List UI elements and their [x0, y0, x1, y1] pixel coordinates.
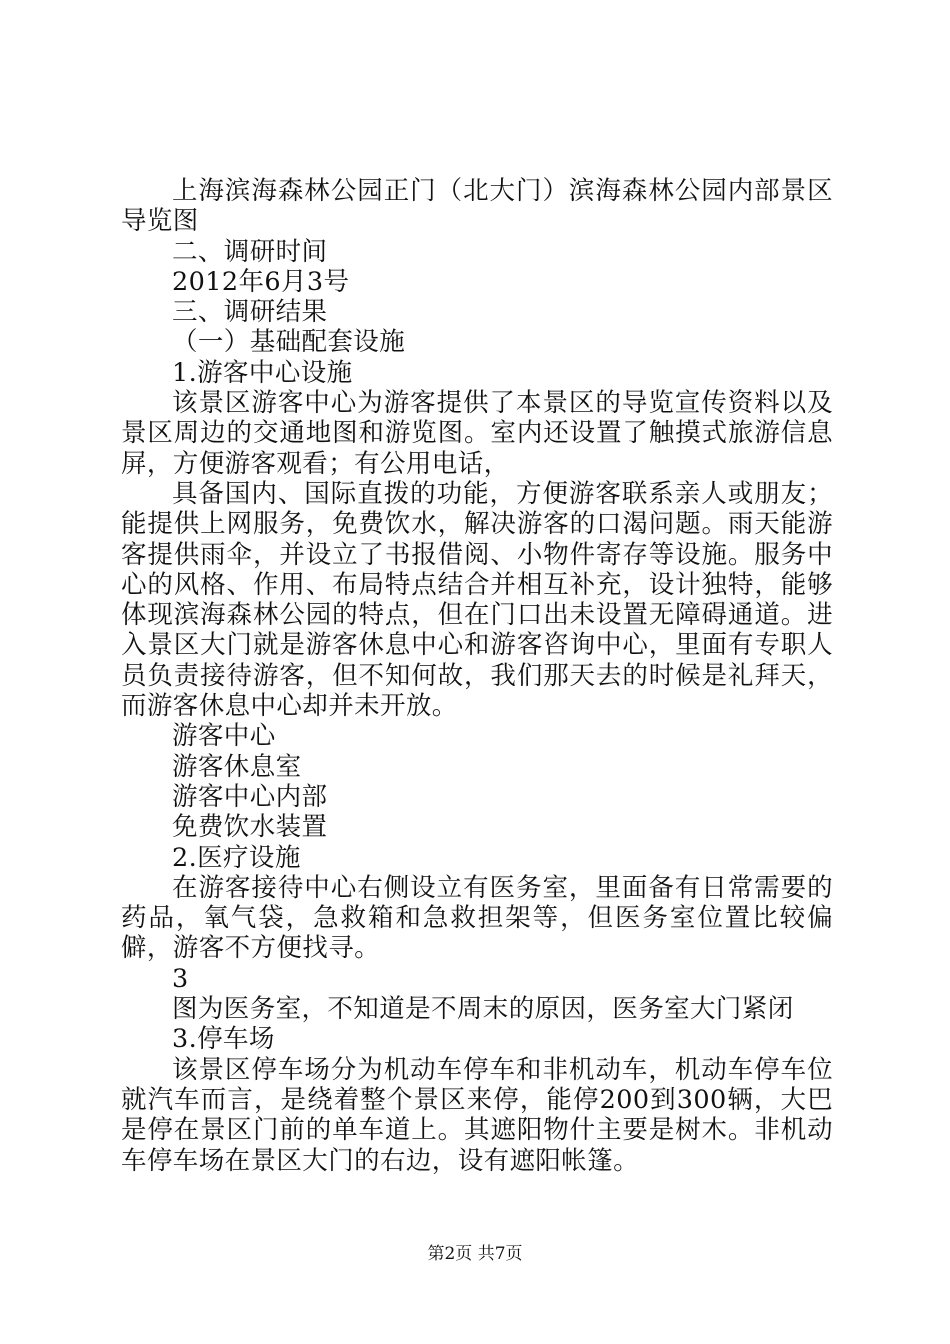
- photo-caption-drinking-water: 免费饮水装置: [172, 812, 328, 843]
- document-body: [121, 176, 833, 1176]
- paragraph-parking: 该景区停车场分为机动车停车和非机动车，机动车停车位就汽车而言，是绕着整个景区来停，能停200到300辆，大巴是停在景区门前的单车道上。其遮阳物什主要是树木。非机动车停车场在景区大门的右边，设有遮阳帐篷。: [121, 1054, 833, 1176]
- page-footer: 第2页 共7页: [427, 1244, 523, 1264]
- stray-number: 3: [172, 963, 189, 994]
- paragraph-visitor-center-1: 该景区游客中心为游客提供了本景区的导览宣传资料以及景区周边的交通地图和游览图。室内还设置了触摸式旅游信息屏，方便游客观看；有公用电话，: [121, 388, 833, 479]
- subsection-heading-infrastructure: （一）基础配套设施: [172, 327, 406, 358]
- photo-caption-gates: 上海滨海森林公园正门（北大门）滨海森林公园内部景区导览图: [121, 176, 833, 237]
- item-heading-medical: 2.医疗设施: [172, 842, 301, 873]
- photo-caption-visitor-center: 游客中心: [172, 721, 276, 752]
- survey-date: 2012年6月3号: [172, 266, 350, 297]
- item-heading-visitor-center: 1.游客中心设施: [172, 357, 353, 388]
- paragraph-medical: 在游客接待中心右侧设立有医务室，里面备有日常需要的药品，氧气袋，急救箱和急救担架等，但医务室位置比较偏僻，游客不方便找寻。: [121, 872, 833, 964]
- section-heading-survey-results: 三、调研结果: [172, 297, 328, 328]
- section-heading-survey-time: 二、调研时间: [172, 236, 328, 267]
- photo-caption-visitor-center-interior: 游客中心内部: [172, 781, 328, 812]
- photo-caption-clinic: 图为医务室，不知道是不周末的原因，医务室大门紧闭: [172, 994, 794, 1025]
- paragraph-visitor-center-2: 具备国内、国际直拨的功能，方便游客联系亲人或朋友；能提供上网服务，免费饮水，解决游客的口渴问题。雨天能游客提供雨伞，并设立了书报借阅、小物件寄存等设施。服务中心的风格、作用、布局特点结合并相互补充，设计独特，能够体现滨海森林公园的特点，但在门口出未设置无障碍通道。进入景区大门就是游客休息中心和游客咨询中心，里面有专职人员负责接待游客，但不知何故，我们那天去的时候是礼拜天，而游客休息中心却并未开放。: [121, 478, 833, 722]
- photo-caption-rest-room: 游客休息室: [172, 751, 302, 782]
- item-heading-parking: 3.停车场: [172, 1024, 275, 1055]
